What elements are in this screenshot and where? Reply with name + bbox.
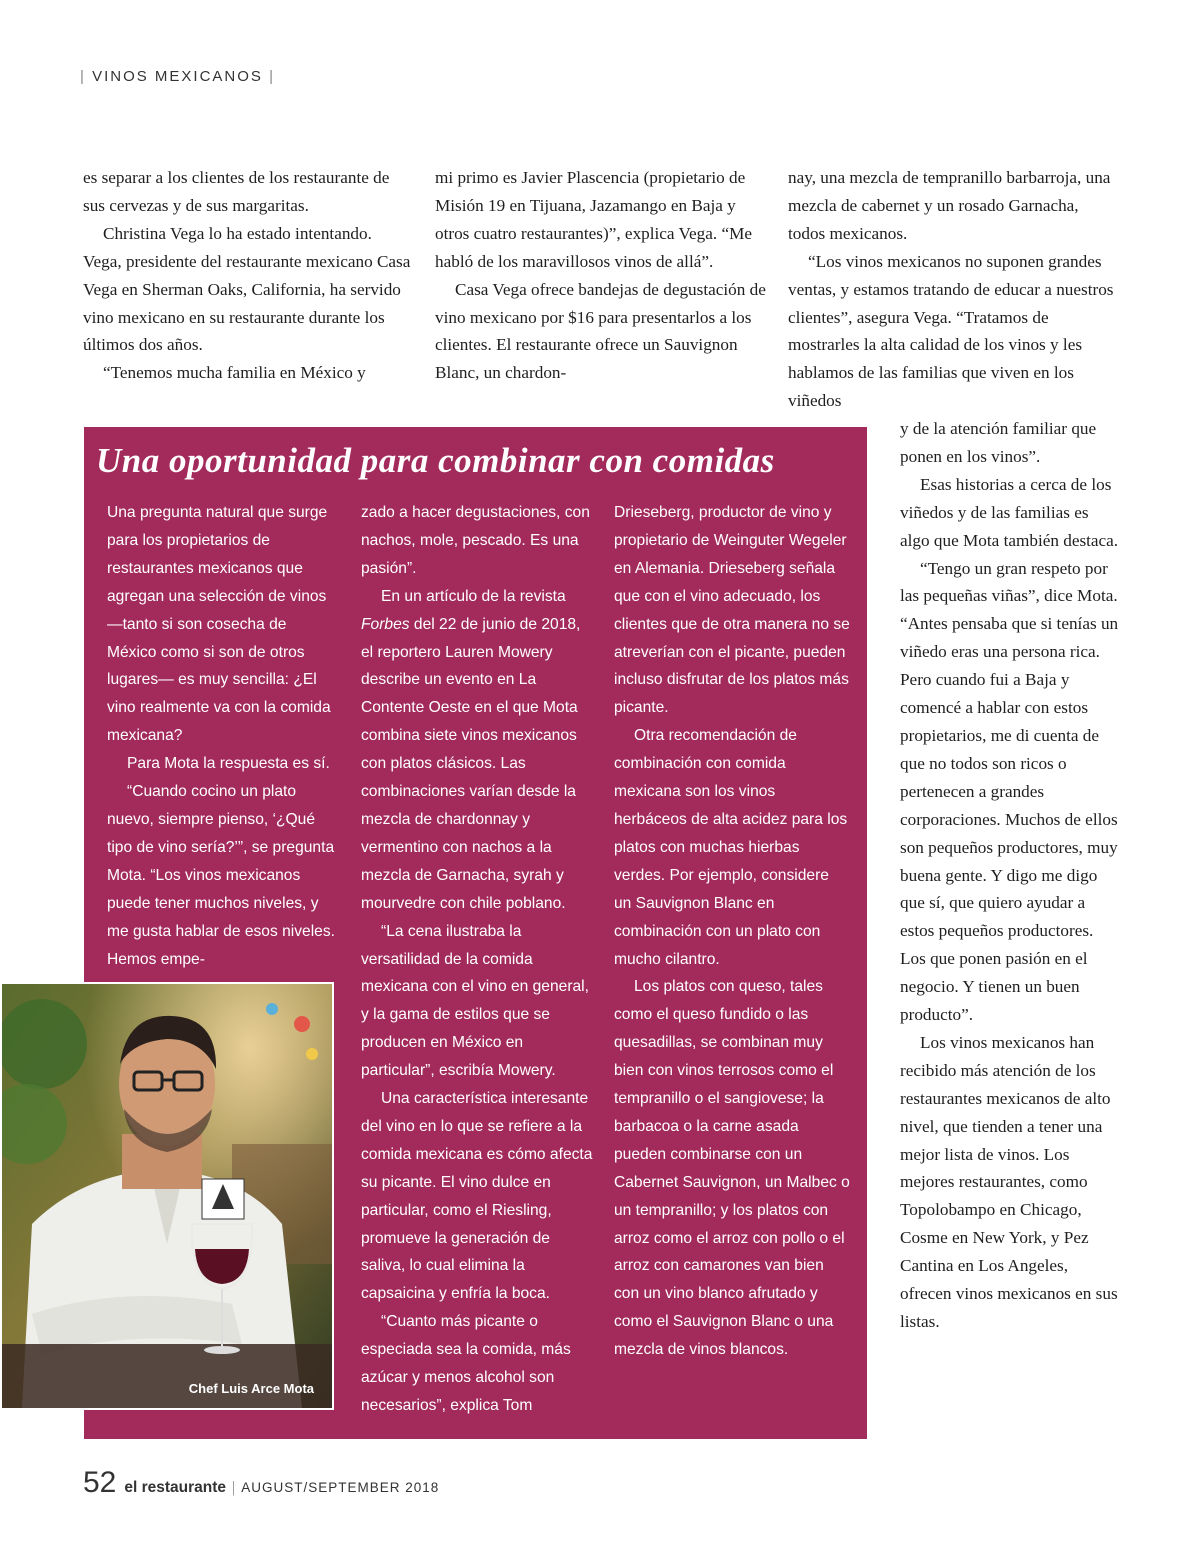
paragraph: es separar a los clientes de los restaurante de sus cervezas y de sus margaritas. — [83, 168, 390, 215]
paragraph: “Tenemos mucha familia en México y — [103, 363, 366, 383]
paragraph: mi primo es Javier Plascencia (propietario de Misión 19 en Tijuana, Jazamango en Baja y otros cuatro restaurantes)”, explica Vega. “Me habló de los maravillosos vinos de allá”. — [435, 168, 753, 271]
section-title: VINOS MEXICANOS — [92, 68, 263, 85]
paragraph: Los vinos mexicanos han recibido más atención de los restaurantes mexicanos de alto nivel, que tienden a tener una mejor lista de vinos. Los mejores restaurantes, como Topolobampo en Chicago, Cosme en New York, y Pez Cantina en Los Angeles, ofrecen vinos mexicanos en sus listas. — [900, 1032, 1118, 1331]
paragraph: “Tengo un gran respeto por las pequeñas viñas”, dice Mota. “Antes pensaba que si tenías un viñedo eras una persona rica. Pero cuando fui a Baja y comencé a hablar con estos propietarios, me di cuenta de que no todos son ricos o pertenecen a grandes corporaciones. Muchos de ellos son pequeños productores, muy buena gente. Y digo me digo que sí, que quiero ayudar a estos pequeños productores. Los que ponen pasión en el negocio. Y tienen un buen producto”. — [900, 558, 1119, 1025]
sidebar-paragraph — [361, 583, 593, 918]
paragraph: Casa Vega ofrece bandejas de degustación de vino mexicano por $16 para presentarlos a los clientes. El restaurante ofrece un Sauvignon Blanc, un chardon- — [435, 279, 766, 383]
page-footer: 52 el restaurante | AUGUST/SEPTEMBER 2018 — [83, 1466, 440, 1499]
paragraph: “Los vinos mexicanos no suponen grandes ventas, y estamos tratando de educar a nuestros clientes”, asegura Vega. “Tratamos de mostrarles la alta calidad de los vinos y les hablamos de las familias que viven en los viñedos — [788, 251, 1114, 411]
paragraph: nay, una mezcla de tempranillo barbarroja, una mezcla de cabernet y un rosado Garnacha, todos mexicanos. — [788, 168, 1111, 243]
article-column-1 — [83, 164, 413, 387]
sidebar-paragraph: Una pregunta natural que surge para los propietarios de restaurantes mexicanos que agregan una selección de vinos —tanto si son cosecha de México como si son de otros lugares— es muy sencilla: ¿El vino realmente va con la comida mexicana? — [107, 504, 331, 745]
article-column-2 — [435, 164, 770, 387]
chef-photo — [0, 982, 334, 1410]
sidebar-column-1 — [107, 499, 339, 973]
sidebar-column-2 — [361, 499, 593, 1420]
magazine-name: Forbes — [361, 615, 410, 633]
magazine-title: el restaurante — [124, 1479, 227, 1496]
text-span: del 22 de junio de 2018, el reportero Lauren Mowery describe un evento en La Contente Oeste en el que Mota combina siete vinos mexicanos con platos clásicos. Las combinaciones varían desde la mezcla de chardonnay y vermentino con nachos a la mezcla de Garnacha, syrah y mourvedre con chile poblano. — [361, 615, 581, 912]
sidebar-paragraph: Para Mota la respuesta es sí. — [127, 755, 330, 773]
issue-date: AUGUST/SEPTEMBER 2018 — [241, 1480, 440, 1495]
paragraph: Christina Vega lo ha estado intentando. Vega, presidente del restaurante mexicano Casa Vega en Sherman Oaks, California, ha servido vino mexicano en su restaurante durante los últimos dos años. — [83, 223, 411, 355]
sidebar-paragraph: Drieseberg, productor de vino y propietario de Weinguter Wegeler en Alemania. Drieseberg señala que con el vino adecuado, los clientes que de otra manera no se atreverían con el picante, pueden incluso disfrutar de los platos más picante. — [614, 504, 850, 717]
page-number: 52 — [83, 1466, 117, 1499]
paragraph: Esas historias a cerca de los viñedos y de las familias es algo que Mota también destaca. — [900, 474, 1119, 550]
sidebar-paragraph: Los platos con queso, tales como el queso fundido o las quesadillas, se combinan muy bien con vinos terrosos como el tempranillo o el sangiovese; la barbacoa o la carne asada pueden combinarse con un Cabernet Sauvignon, un Malbec o un tempranillo; y los platos con arroz como el arroz con pollo o el arroz con camarones van bien con un vino blanco afrutado y como el Sauvignon Blanc o una mezcla de vinos blancos. — [614, 978, 850, 1359]
photo-caption: Chef Luis Arce Mota — [188, 1381, 314, 1396]
article-column-3 — [788, 164, 1118, 415]
sidebar-paragraph: “Cuando cocino un plato nuevo, siempre pienso, ‘¿Qué tipo de vino sería?’”, se pregunta Mota. “Los vinos mexicanos puede tener muchos niveles, y me gusta hablar de esos niveles. Hemos empe- — [107, 783, 335, 968]
paragraph: y de la atención familiar que ponen en los vinos”. — [900, 419, 1097, 466]
sidebar-paragraph: Una característica interesante del vino en lo que se refiere a la comida mexicana es cómo afecta su picante. El vino dulce en particular, como el Riesling, promueve la generación de saliva, lo cual elimina la capsaicina y enfría la boca. — [361, 1090, 593, 1303]
sidebar-paragraph: Otra recomendación de combinación con comida mexicana son los vinos herbáceos de alta acidez para los platos con muchas hierbas verdes. Por ejemplo, considere un Sauvignon Blanc en combinación con un plato con mucho cilantro. — [614, 727, 848, 968]
text-span: En un artículo de la revista — [381, 587, 566, 605]
sidebar-paragraph: “Cuanto más picante o especiada sea la comida, más azúcar y menos alcohol son necesarios”, explica Tom — [361, 1313, 571, 1414]
sidebar-paragraph: “La cena ilustraba la versatilidad de la comida mexicana con el vino en general, y la gama de estilos que se producen en México en particular”, escribía Mowery. — [361, 922, 589, 1080]
chef-photo-illustration — [2, 984, 332, 1408]
section-header: | VINOS MEXICANOS | — [80, 68, 276, 85]
article-column-4 — [900, 415, 1120, 1336]
sidebar-column-3 — [614, 499, 850, 1364]
sidebar-paragraph: zado a hacer degustaciones, con nachos, mole, pescado. Es una pasión”. — [361, 504, 590, 577]
sidebar-title: Una oportunidad para combinar con comidas — [96, 441, 775, 480]
